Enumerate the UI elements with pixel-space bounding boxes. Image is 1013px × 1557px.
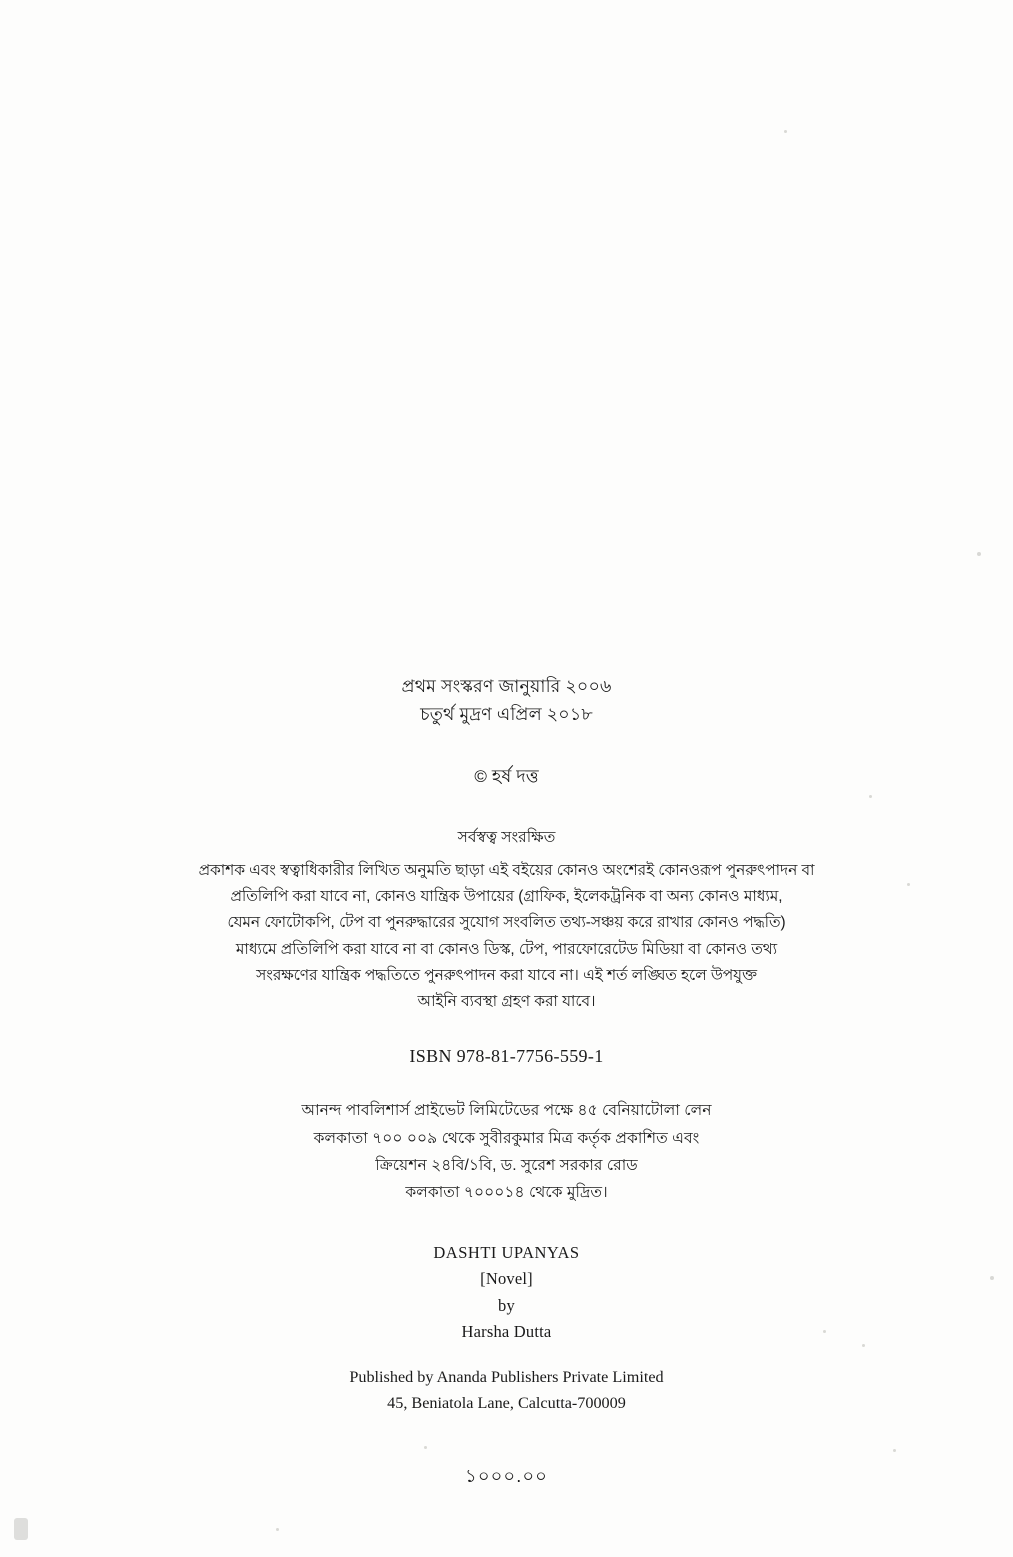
- copyright-notice: [0, 762, 1013, 793]
- edition-info: [0, 672, 1013, 729]
- publisher-imprint: [0, 1097, 1013, 1206]
- rights-statement: [162, 858, 852, 1016]
- rights-line: যেমন ফোটোকপি, টেপ বা পুনরুদ্ধারের সুযোগ সংবলিত তথ্য-সঞ্চয় করে রাখার কোনও পদ্ধতি): [227, 914, 786, 932]
- transliterated-title: DASHTI UPANYAS: [433, 1242, 580, 1262]
- rights-line: মাধ্যমে প্রতিলিপি করা যাবে না বা কোনও ডিস্ক, টেপ, পারফোরেটেড মিডিয়া বা কোনও তথ্য: [235, 940, 778, 958]
- english-publisher-name: Published by Ananda Publishers Private Limited: [349, 1367, 664, 1386]
- rights-line: প্রতিলিপি করা যাবে না, কোনও যান্ত্রিক উপায়ের (গ্রাফিক, ইলেকট্রনিক বা অন্য কোনও মাধ্যম,: [230, 887, 783, 905]
- rights-heading: সর্বস্বত্ব সংরক্ষিত: [457, 828, 556, 846]
- scan-speck: [784, 130, 787, 133]
- author-name: Harsha Dutta: [461, 1322, 552, 1342]
- scan-speck: [276, 1528, 279, 1531]
- rights-line: আইনি ব্যবস্থা গ্রহণ করা যাবে।: [417, 993, 596, 1011]
- copyright-content: [0, 672, 1013, 1493]
- by-label: by: [498, 1295, 515, 1315]
- transliterated-title-block: [0, 1240, 1013, 1346]
- publisher-line: আনন্দ পাবলিশার্স প্রাইভেট লিমিটেডের পক্ষে ৪৫ বেনিয়াটোলা লেন: [301, 1102, 712, 1120]
- rights-line: প্রকাশক এবং স্বত্বাধিকারীর লিখিত অনুমতি ছাড়া এই বইয়ের কোনও অংশেরই কোনওরূপ পুনরুৎপাদন বা: [198, 861, 815, 879]
- copyright-icon: ©: [474, 766, 487, 786]
- scan-speck: [14, 1518, 28, 1540]
- rights-line: সংরক্ষণের যান্ত্রিক পদ্ধতিতে পুনরুৎপাদন করা যাবে না। এই শর্ত লঙ্ঘিত হলে উপযুক্ত: [256, 966, 757, 984]
- english-publisher-address: 45, Beniatola Lane, Calcutta-700009: [387, 1393, 626, 1412]
- copyright-holder: হর্ষ দত্ত: [491, 765, 539, 786]
- price: ১০০০.০০: [465, 1466, 548, 1486]
- publisher-line: কলকাতা ৭০০ ০০৯ থেকে সুবীরকুমার মিত্র কর্তৃক প্রকাশিত এবং: [313, 1129, 700, 1147]
- work-type: [Novel]: [480, 1269, 533, 1289]
- english-publisher-block: [0, 1364, 1013, 1416]
- edition-reprint: চতুর্থ মুদ্রণ এপ্রিল ২০১৮: [420, 704, 593, 725]
- publisher-line: ক্রিয়েশন ২৪বি/১বি, ড. সুরেশ সরকার রোড: [375, 1156, 638, 1174]
- edition-first: প্রথম সংস্করণ জানুয়ারি ২০০৬: [401, 676, 612, 696]
- isbn-number: ISBN 978-81-7756-559-1: [409, 1046, 604, 1067]
- publisher-line: কলকাতা ৭০০০১৪ থেকে মুদ্রিত।: [405, 1183, 608, 1201]
- scan-speck: [977, 552, 981, 556]
